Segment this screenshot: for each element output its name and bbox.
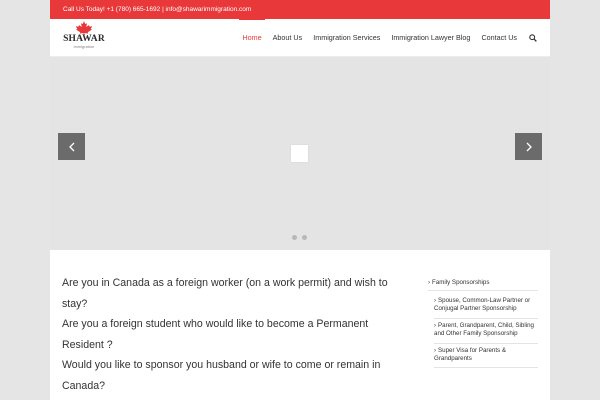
content-paragraph: Would you like to sponsor you husband or wife to come or remain in Canada? — [62, 359, 381, 392]
nav-immigration-lawyer-blog[interactable]: Immigration Lawyer Blog — [391, 33, 471, 42]
chevron-right-icon: › — [434, 298, 436, 304]
slider-dot[interactable] — [292, 235, 297, 240]
chevron-right-icon — [525, 142, 533, 152]
sidebar-item-label: Family Sponsorships — [432, 279, 490, 286]
logo-wordmark: SHAWAR — [63, 34, 105, 44]
page-frame — [50, 0, 550, 400]
slider-dot[interactable] — [302, 235, 307, 240]
top-bar — [50, 0, 550, 19]
hero-slider — [50, 57, 550, 250]
slider-prev-button[interactable] — [58, 133, 85, 160]
search-icon[interactable] — [528, 33, 538, 43]
logo-tagline: immigration — [73, 45, 95, 49]
chevron-right-icon: › — [434, 347, 436, 354]
sidebar-subitem-label: Spouse, Common-Law Partner or Conjugal Partner Sponsorship — [434, 297, 531, 313]
sidebar-subitem-label: Parent, Grandparent, Child, Sibling and Other Family Sponsorship — [434, 321, 534, 338]
nav-home[interactable]: Home — [242, 19, 261, 57]
slider-pagination — [292, 235, 307, 240]
site-logo[interactable] — [62, 21, 106, 53]
sidebar-menu — [428, 278, 538, 368]
slider-loader — [291, 145, 308, 162]
main-content — [62, 273, 402, 396]
chevron-left-icon — [68, 142, 76, 152]
sidebar-item-family-sponsorships[interactable] — [428, 278, 538, 291]
chevron-right-icon: › — [434, 322, 436, 329]
site-header — [50, 19, 550, 57]
nav-about-us[interactable]: About Us — [272, 33, 303, 42]
sidebar-subitem[interactable] — [434, 344, 538, 369]
content-paragraph: Are you in Canada as a foreign worker (on a work permit) and wish to stay? — [62, 277, 388, 310]
sidebar-subitem[interactable] — [434, 294, 538, 319]
content-paragraph: Are you a foreign student who would like to become a Permanent Resident ? — [62, 318, 369, 351]
nav-contact-us[interactable]: Contact Us — [481, 33, 517, 42]
sidebar-submenu — [428, 294, 538, 368]
chevron-right-icon: › — [428, 280, 430, 286]
sidebar-subitem-label: Super Visa for Parents & Grandparents — [434, 346, 506, 363]
sidebar-subitem[interactable] — [434, 319, 538, 344]
nav-immigration-services[interactable]: Immigration Services — [313, 33, 381, 42]
slider-next-button[interactable] — [515, 133, 542, 160]
main-nav — [242, 19, 550, 57]
contact-info: Call Us Today! +1 (780) 665-1692 | info@shawarimmigration.com — [63, 6, 252, 13]
